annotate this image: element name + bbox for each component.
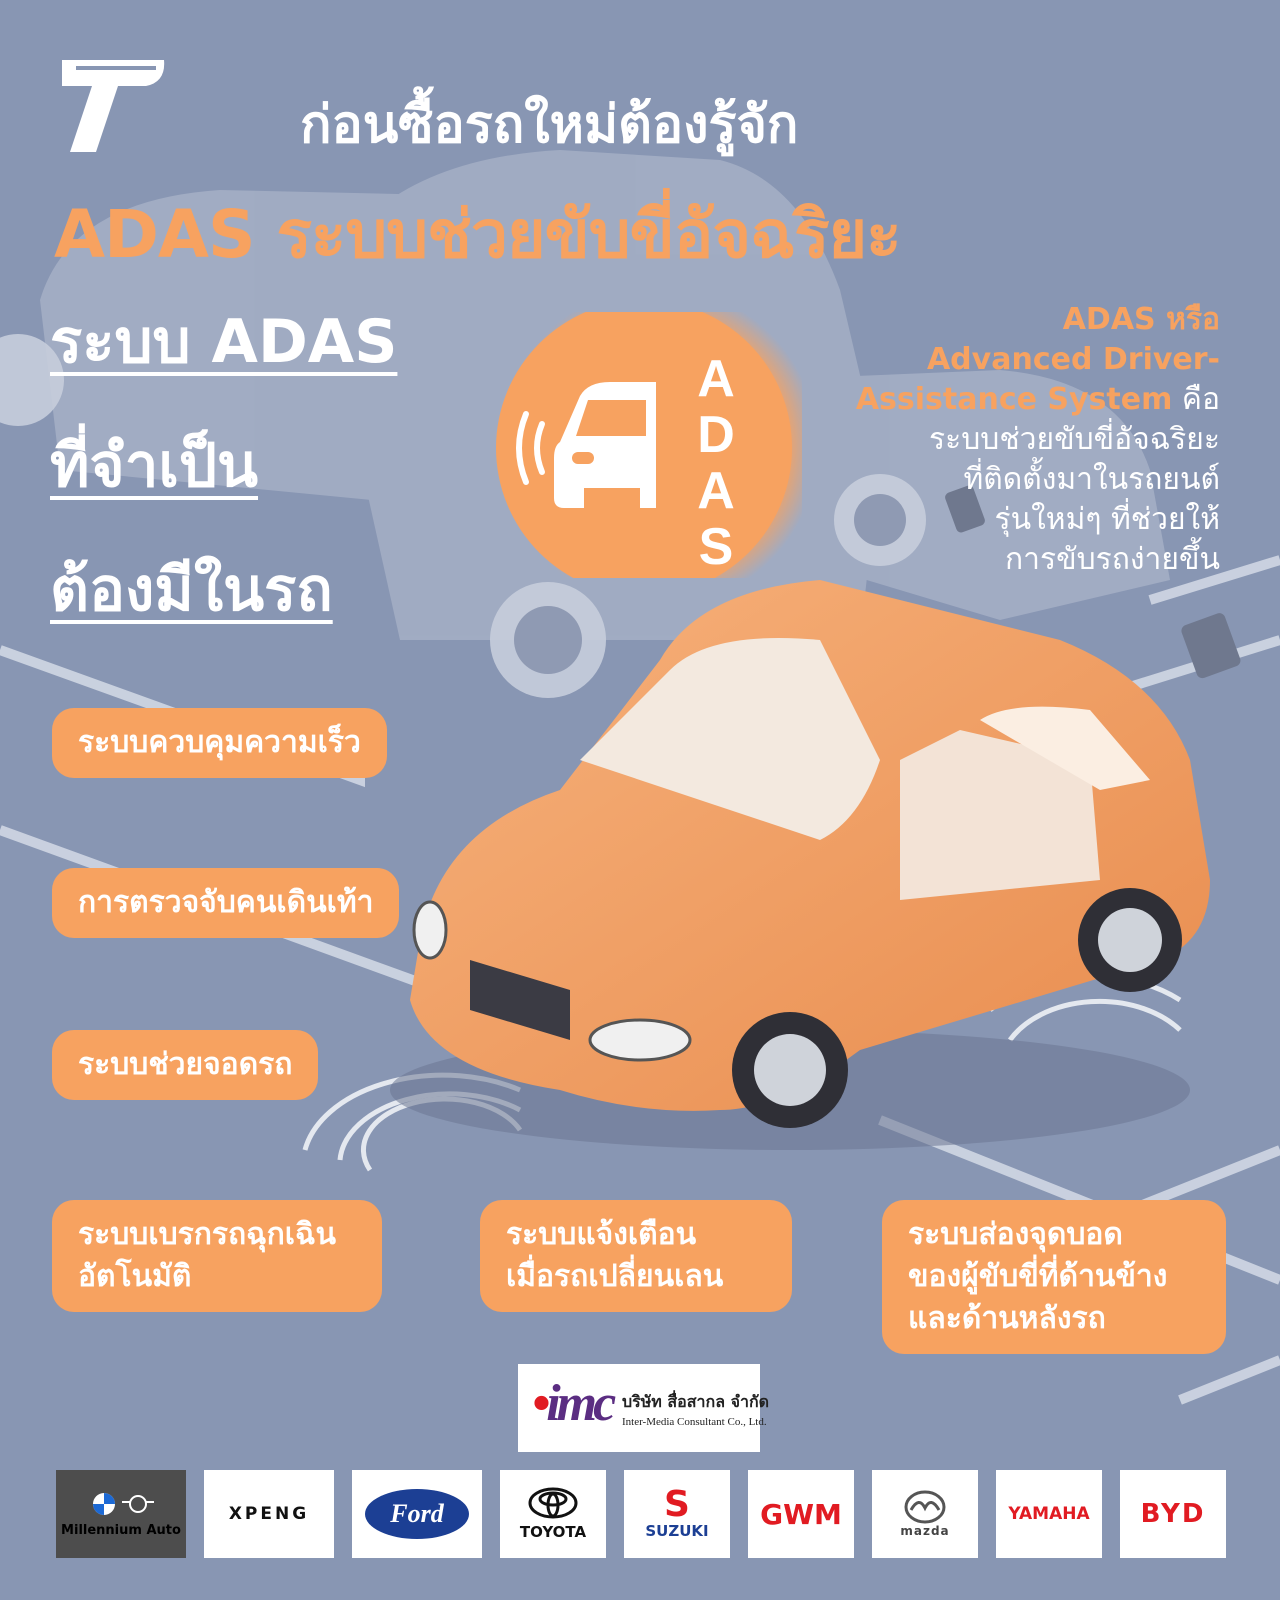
badge-letter: A <box>697 350 735 408</box>
feature-label: อัตโนมัติ <box>78 1259 192 1294</box>
left-heading-line-1: ระบบ ADAS <box>50 307 398 377</box>
left-heading-line-2: ที่จำเป็น <box>50 431 259 501</box>
feature-label: ระบบส่องจุดบอด <box>908 1217 1123 1252</box>
feature-pill-speed-control <box>52 708 387 778</box>
description-line-7: การขับรถง่ายขึ้น <box>1004 542 1220 577</box>
brand-logos <box>56 1470 1226 1560</box>
description-highlight-2: Advanced Driver- <box>926 342 1220 377</box>
feature-label: และด้านหลังรถ <box>908 1301 1106 1336</box>
company-logo <box>518 1364 770 1452</box>
feature-pill-lane-change-warning <box>480 1200 792 1312</box>
feature-label: เมื่อรถเปลี่ยนเลน <box>506 1259 724 1294</box>
feature-label: ระบบเบรกรถฉุกเฉิน <box>78 1217 336 1252</box>
badge-letter: S <box>698 518 734 576</box>
description-highlight-1: ADAS หรือ <box>1062 302 1220 337</box>
brand-logo-byd: BYD <box>1120 1470 1226 1558</box>
brand-logo-gwm: GWM <box>748 1470 854 1558</box>
description-word: คือ <box>1172 382 1220 417</box>
brand-logo-suzuki: S SUZUKI <box>624 1470 730 1558</box>
brand-logo-toyota: TOYOTA <box>500 1470 606 1558</box>
feature-label: การตรวจจับคนเดินเท้า <box>78 885 374 920</box>
company-english-name: Inter-Media Consultant Co., Ltd. <box>622 1416 767 1428</box>
company-thai-name: บริษัท สื่อสากล จำกัด <box>622 1392 770 1411</box>
description-line-6: รุ่นใหม่ๆ ที่ช่วยให้ <box>994 502 1220 537</box>
adas-vertical-letters <box>697 350 735 576</box>
left-heading <box>50 300 397 672</box>
feature-pill-blind-spot <box>882 1200 1226 1354</box>
feature-pill-parking-assist <box>52 1030 318 1100</box>
badge-letter: A <box>697 462 735 520</box>
brand-logo-mazda: mazda <box>872 1470 978 1558</box>
adas-badge <box>480 312 802 578</box>
feature-label: ระบบควบคุมความเร็ว <box>78 725 361 760</box>
feature-label: ของผู้ขับขี่ที่ด้านข้าง <box>908 1259 1168 1294</box>
headline: ก่อนซื้อรถใหม่ต้องรู้จัก <box>300 95 799 155</box>
toyota-emblem-icon <box>528 1487 578 1519</box>
adas-description <box>800 300 1220 580</box>
feature-pill-emergency-braking <box>52 1200 382 1312</box>
mazda-emblem-icon <box>903 1490 947 1524</box>
brand-logo-xpeng: XPENG <box>204 1470 334 1558</box>
description-highlight-3: Assistance System <box>855 382 1173 417</box>
brand-logo-ford: Ford <box>352 1470 482 1558</box>
feature-label: ระบบช่วยจอดรถ <box>78 1047 293 1082</box>
brand-logo-millennium-auto: Millennium Auto <box>56 1470 186 1558</box>
feature-label: ระบบแจ้งเตือน <box>506 1217 697 1252</box>
brand-logo-icon <box>56 52 168 156</box>
description-line-5: ที่ติดตั้งมาในรถยนต์ <box>963 462 1220 497</box>
feature-pill-pedestrian-detection <box>52 868 399 938</box>
company-mark: •imc <box>532 1375 613 1432</box>
badge-letter: D <box>697 406 735 464</box>
left-heading-line-3: ต้องมีในรถ <box>50 555 333 625</box>
brand-logo-yamaha: YAMAHA <box>996 1470 1102 1558</box>
suzuki-s-icon: S <box>664 1484 690 1525</box>
bmw-mini-icon <box>86 1491 156 1517</box>
page-title: ADAS ระบบช่วยขับขี่อัจฉริยะ <box>54 196 901 273</box>
description-line-4: ระบบช่วยขับขี่อัจฉริยะ <box>929 422 1220 457</box>
